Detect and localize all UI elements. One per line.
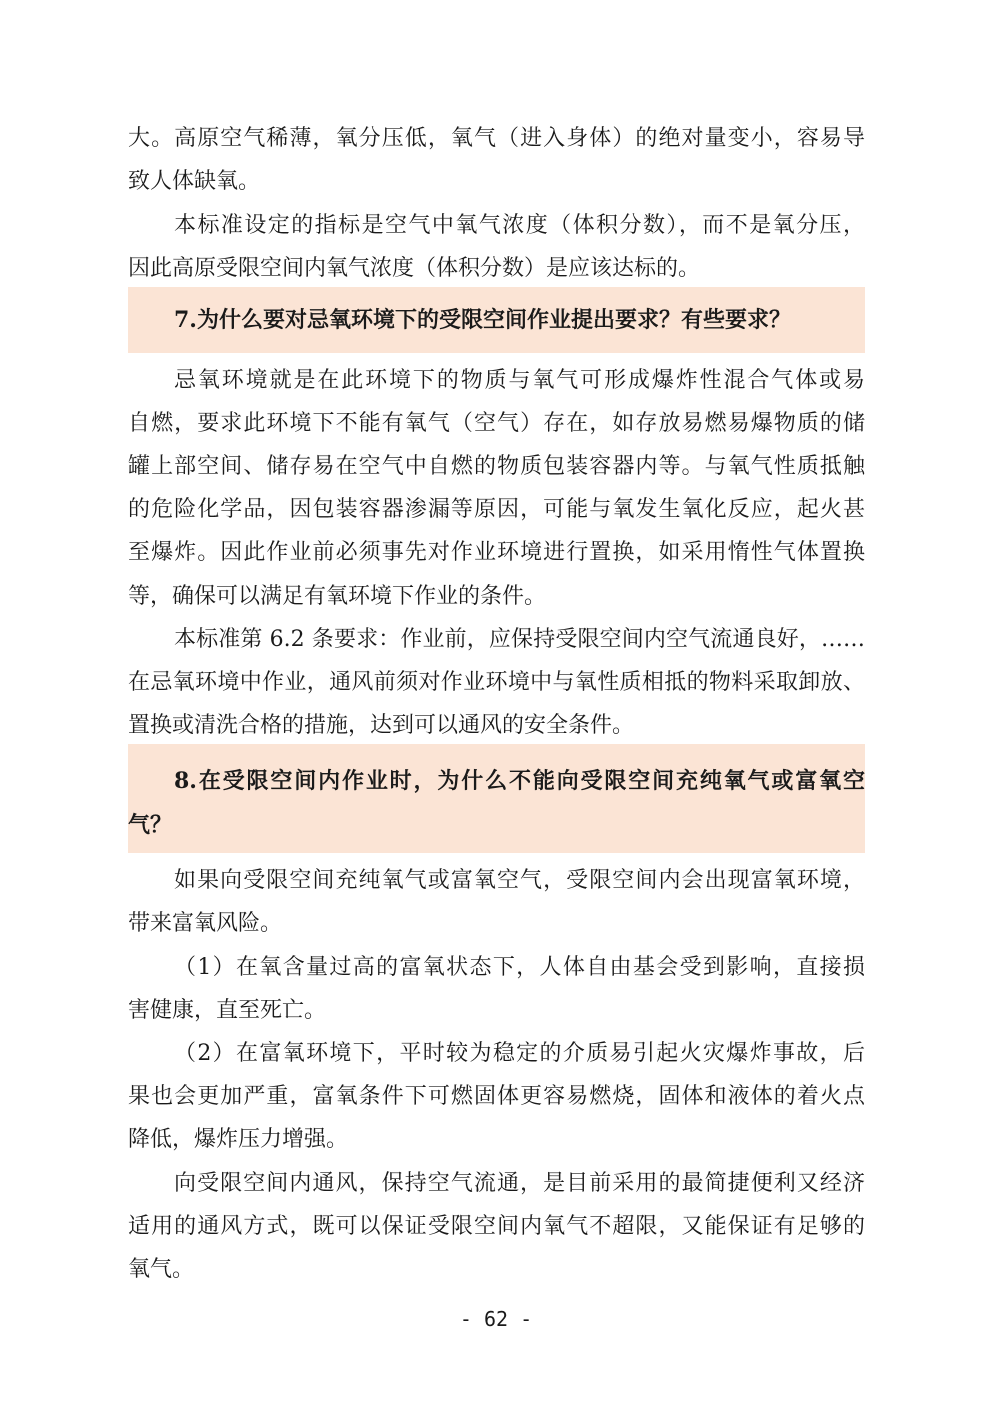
page-number: - 62 - <box>459 1307 533 1331</box>
text-line: 害健康，直至死亡。 <box>128 998 327 1023</box>
heading-text: 气？ <box>128 812 173 838</box>
heading-text: 8.在受限空间内作业时，为什么不能向受限空间充纯氧气或富氧空 <box>174 768 865 794</box>
text-line: 因此高原受限空间内氧气浓度（体积分数）是应该达标的。 <box>128 256 701 281</box>
text-line: 带来富氧风险。 <box>128 911 283 936</box>
heading-text: 7.为什么要对忌氧环境下的受限空间作业提出要求？有些要求？ <box>174 307 791 333</box>
text-line: 的危险化学品，因包装容器渗漏等原因，可能与氧发生氧化反应，起火甚 <box>128 497 865 522</box>
text-line: 如果向受限空间充纯氧气或富氧空气，受限空间内会出现富氧环境， <box>174 868 865 893</box>
text-line: （2）在富氧环境下，平时较为稳定的介质易引起火灾爆炸事故，后 <box>174 1041 865 1066</box>
text-line: 大。高原空气稀薄，氧分压低，氧气（进入身体）的绝对量变小，容易导 <box>128 126 865 151</box>
text-line: 致人体缺氧。 <box>128 169 261 194</box>
text-line: 自燃，要求此环境下不能有氧气（空气）存在，如存放易燃易爆物质的储 <box>128 411 865 436</box>
text-line: 至爆炸。因此作业前必须事先对作业环境进行置换，如采用惰性气体置换 <box>128 540 865 565</box>
section-heading-7 <box>128 287 865 353</box>
section-heading-8 <box>128 744 865 853</box>
text-line: 降低，爆炸压力增强。 <box>128 1127 349 1152</box>
text-line: 罐上部空间、储存易在空气中自燃的物质包装容器内等。与氧气性质抵触 <box>128 454 865 479</box>
text-line: 本标准设定的指标是空气中氧气浓度（体积分数），而不是氧分压， <box>174 213 865 238</box>
text-line: 适用的通风方式，既可以保证受限空间内氧气不超限，又能保证有足够的 <box>128 1214 865 1239</box>
text-line: 置换或清洗合格的措施，达到可以通风的安全条件。 <box>128 713 635 738</box>
text-line: 在忌氧环境中作业，通风前须对作业环境中与氧性质相抵的物料采取卸放、 <box>128 670 865 695</box>
text-line: 忌氧环境就是在此环境下的物质与氧气可形成爆炸性混合气体或易 <box>174 368 865 393</box>
text-line: 向受限空间内通风，保持空气流通，是目前采用的最简捷便利又经济 <box>174 1171 865 1196</box>
text-line: （1）在氧含量过高的富氧状态下，人体自由基会受到影响，直接损 <box>174 955 865 980</box>
text-line: 果也会更加严重，富氧条件下可燃固体更容易燃烧，固体和液体的着火点 <box>128 1084 865 1109</box>
text-line: 氧气。 <box>128 1257 195 1282</box>
text-line: 本标准第 6.2 条要求：作业前，应保持受限空间内空气流通良好，…… <box>174 627 865 652</box>
text-line: 等，确保可以满足有氧环境下作业的条件。 <box>128 584 547 609</box>
